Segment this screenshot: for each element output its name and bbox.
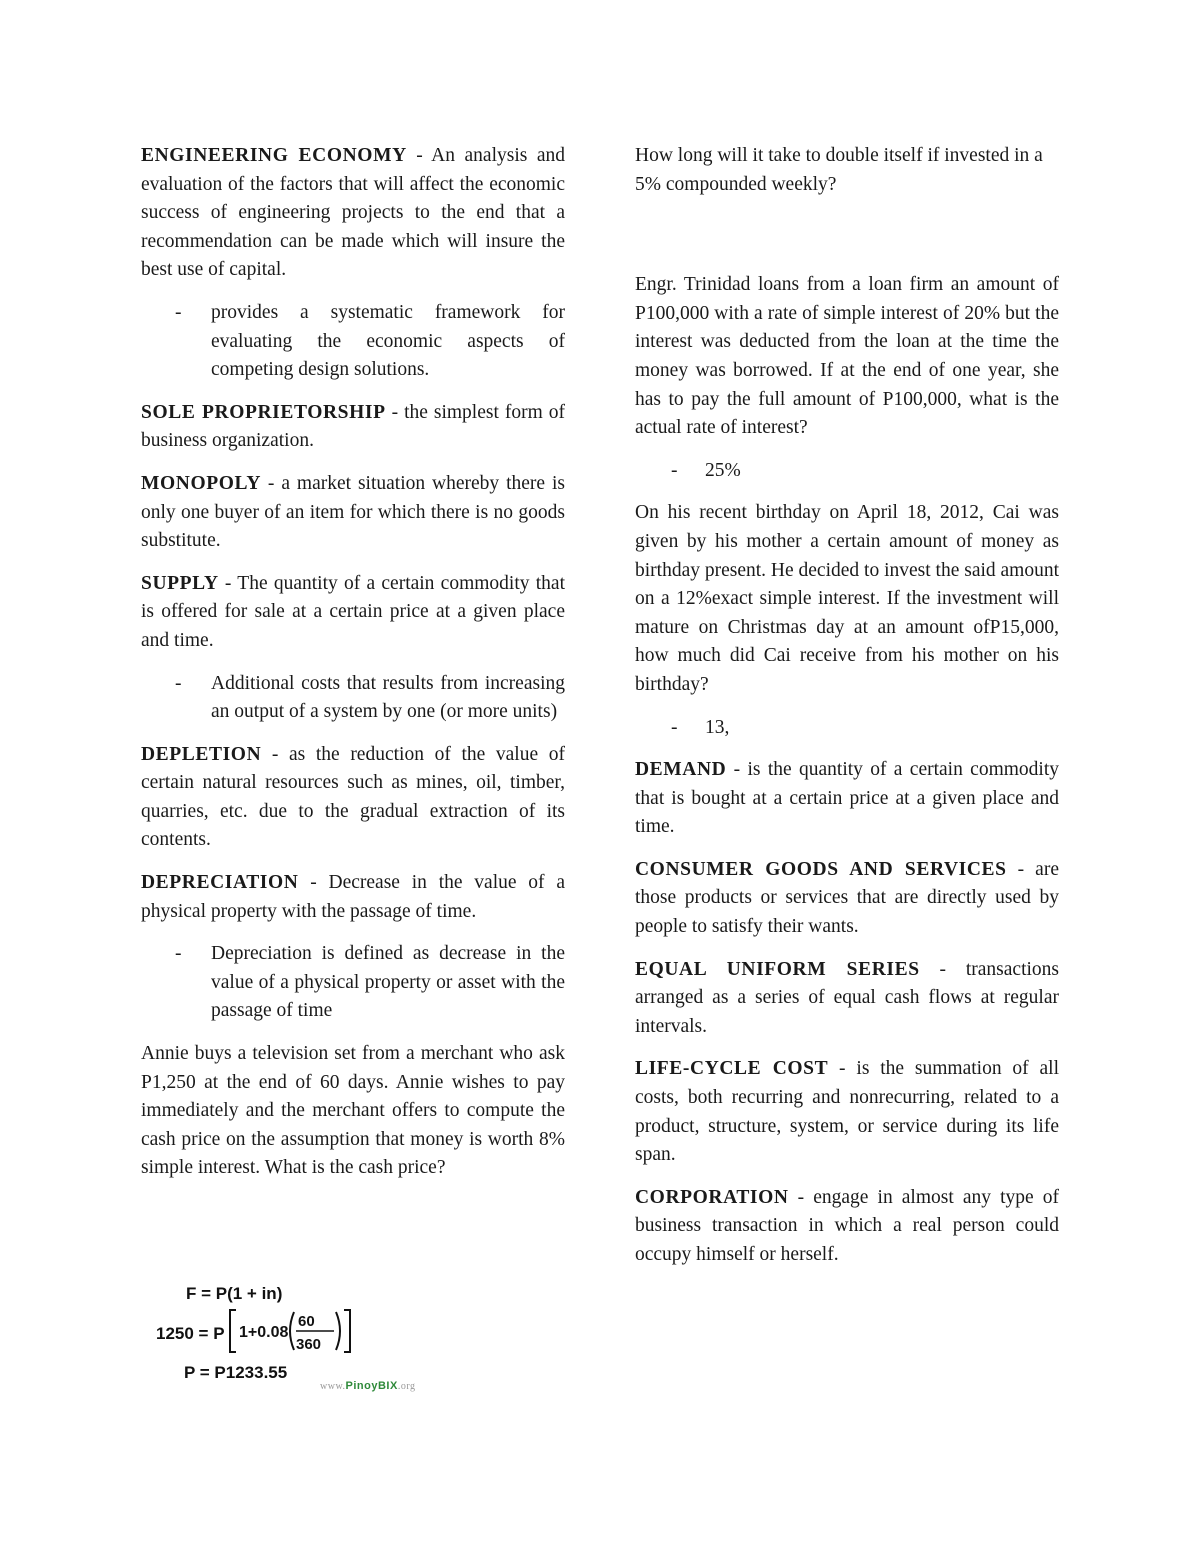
term: DEPRECIATION xyxy=(141,872,299,894)
bullet-text: Additional costs that results from increasing an output of a system by one (or more units) xyxy=(211,672,565,723)
watermark-prefix: www. xyxy=(320,1381,346,1392)
problem-annie: Annie buys a television set from a merchant who ask P1,250 at the end of 60 days. Annie wishes to pay immediately and the merchant offers to compute the cash price on the assumption that money is worth 8% simple interest. What is the cash price? xyxy=(141,1043,565,1179)
watermark-suffix: .org xyxy=(397,1381,416,1392)
formula-numerator: 60 xyxy=(298,1313,315,1330)
definition-monopoly xyxy=(141,470,565,556)
spacer xyxy=(635,213,1059,271)
definition-text: - is the quantity of a certain commodity that is bought at a certain price at a given place and time. xyxy=(635,759,1059,838)
answer-item xyxy=(635,457,1059,486)
definition-text: - transactions arranged as a series of equal cash flows at regular intervals. xyxy=(635,958,1059,1037)
term: ENGINEERING ECONOMY xyxy=(141,145,407,166)
answer-text: 13, xyxy=(705,716,730,738)
definition-text: - a market situation whereby there is only one buyer of an item for which there is no goods substitute. xyxy=(141,472,565,552)
dash-bullet: - xyxy=(175,943,182,965)
bullet-item xyxy=(141,670,565,727)
bullet-text: Depreciation is defined as decrease in the value of a physical property or asset with the passage of time xyxy=(211,943,565,1022)
bullet-text: provides a systematic framework for evaluating the economic aspects of competing design solutions. xyxy=(211,301,565,381)
definition-text: - Decrease in the value of a physical property with the passage of time. xyxy=(141,872,565,922)
definition-corporation xyxy=(635,1184,1059,1270)
dash-bullet: - xyxy=(175,301,182,323)
right-column xyxy=(635,142,1059,1284)
problem-trinidad: Engr. Trinidad loans from a loan firm an amount of P100,000 with a rate of simple interest of 20% but the interest was deducted from the loan at the time the money was borrowed. If at the end of one year, she has to pay the full amount of P100,000, what is the actual rate of interest? xyxy=(635,274,1059,439)
bullet-item xyxy=(141,299,565,385)
definition-depletion xyxy=(141,741,565,855)
watermark xyxy=(320,1380,415,1392)
definition-depreciation xyxy=(141,869,565,926)
dash-bullet: - xyxy=(671,459,678,481)
term: CONSUMER GOODS AND SERVICES xyxy=(635,858,1007,880)
formula-denominator: 360 xyxy=(296,1336,322,1353)
formula-line-3: P = P1233.55 xyxy=(184,1363,288,1382)
dash-bullet: - xyxy=(175,672,182,694)
answer-text: 25% xyxy=(705,459,741,481)
bullet-item xyxy=(141,940,565,1026)
term: EQUAL UNIFORM SERIES xyxy=(635,958,920,980)
definition-equal-uniform-series xyxy=(635,956,1059,1042)
watermark-brand: PinoyBIX xyxy=(345,1380,398,1392)
term: SUPPLY xyxy=(141,572,219,594)
formula-one-plus: 1+0.08 xyxy=(239,1324,289,1341)
definition-engineering-economy xyxy=(141,142,565,285)
dash-bullet: - xyxy=(671,716,678,738)
formula-line-1: F = P(1 + in) xyxy=(186,1284,283,1303)
definition-text: - engage in almost any type of business transaction in which a real person could occupy himself or herself. xyxy=(635,1186,1059,1265)
question-double: How long will it take to double itself if invested in a 5% compounded weekly? xyxy=(635,145,1043,195)
answer-item xyxy=(635,714,1059,743)
problem-cai: On his recent birthday on April 18, 2012, Cai was given by his mother a certain amount of money as birthday present. He decided to invest the said amount on a 12%exact simple interest. If the investment will mature on Christmas day at an amount ofP15,000, how much did Cai receive from his mother on his birthday? xyxy=(635,502,1060,695)
definition-text: - the simplest form of business organization. xyxy=(141,401,566,452)
term: CORPORATION xyxy=(635,1186,789,1208)
term: SOLE PROPRIETORSHIP xyxy=(141,401,386,423)
definition-text: - The quantity of a certain commodity that is offered for sale at a certain price at a given place and time. xyxy=(141,572,565,651)
definition-text: - An analysis and evaluation of the factors that will affect the economic success of engineering projects to the end that a recommendation can be made which will insure the best use of capital. xyxy=(141,145,565,281)
definition-consumer-goods xyxy=(635,856,1059,942)
term: DEMAND xyxy=(635,759,727,781)
formula-lhs: 1250 = P xyxy=(156,1324,225,1343)
definition-text: - is the summation of all costs, both recurring and nonrecurring, related to a product, structure, system, or service during its life span. xyxy=(635,1058,1059,1166)
definition-supply xyxy=(141,570,565,656)
definition-sole-proprietorship xyxy=(141,399,565,456)
definition-text: - as the reduction of the value of certain natural resources such as mines, oil, timber, quarries, etc. due to the gradual extraction of its contents. xyxy=(141,743,565,851)
definition-demand xyxy=(635,756,1059,842)
definition-life-cycle-cost xyxy=(635,1055,1059,1169)
term: MONOPOLY xyxy=(141,472,262,494)
definition-text: - are those products or services that are directly used by people to satisfy their wants. xyxy=(635,858,1059,938)
term: DEPLETION xyxy=(141,743,262,765)
term: LIFE-CYCLE COST xyxy=(635,1058,829,1080)
left-column xyxy=(141,142,565,1197)
